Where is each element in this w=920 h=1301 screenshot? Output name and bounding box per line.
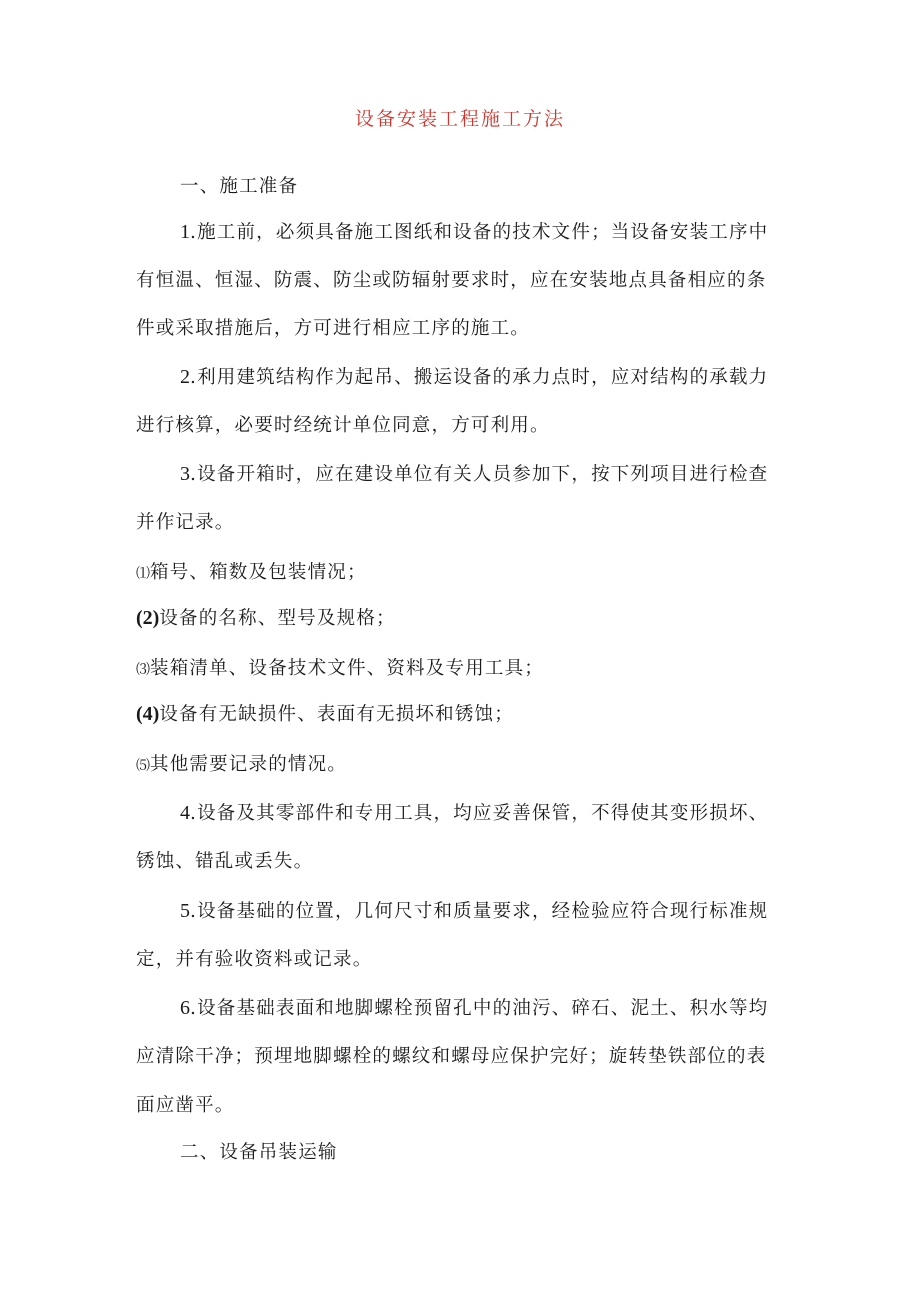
item-2-line-1 <box>180 363 796 389</box>
item-1-line-1 <box>180 218 796 244</box>
item-1-line-3: 件或采取措施后，方可进行相应工序的施工。 <box>136 318 531 339</box>
list-item-3 <box>136 654 796 680</box>
item-3-line-2: 并作记录。 <box>136 512 235 533</box>
list-text: 装箱清单、设备技术文件、资料及专用工具； <box>150 658 545 679</box>
list-number: (2) <box>136 607 160 629</box>
list-item-4 <box>136 700 796 726</box>
item-text: .设备开箱时，应在建设单位有关人员参加下，按下列项目进行检查 <box>190 464 769 485</box>
item-2-line-2: 进行核算，必要时经统计单位同意，方可利用。 <box>136 415 550 436</box>
item-6-line-1 <box>180 994 796 1020</box>
list-number: ⑸ <box>136 758 150 774</box>
item-number: 3 <box>180 463 190 485</box>
item-6-line-3: 面应凿平。 <box>136 1095 235 1116</box>
list-text: 设备有无缺损件、表面有无损坏和锈蚀； <box>159 704 514 725</box>
list-number: ⑶ <box>136 662 150 678</box>
item-text: .设备基础的位置，几何尺寸和质量要求，经检验应符合现行标准规 <box>190 901 769 922</box>
item-3-line-1 <box>180 460 796 486</box>
list-number: (4) <box>136 703 160 725</box>
item-text: .设备基础表面和地脚螺栓预留孔中的油污、碎石、泥土、积水等均 <box>190 998 769 1019</box>
list-text: 设备的名称、型号及规格； <box>159 608 396 629</box>
list-item-5 <box>136 750 796 776</box>
item-number: 2 <box>180 366 190 388</box>
item-text: .设备及其零部件和专用工具，均应妥善保管，不得使其变形损坏、 <box>190 803 769 824</box>
item-5-line-1 <box>180 897 796 923</box>
document-title: 设备安装工程施工方法 <box>354 108 565 130</box>
section-heading-2: 二、设备吊装运输 <box>180 1142 338 1163</box>
item-number: 6 <box>180 997 190 1019</box>
item-5-line-2: 定，并有验收资料或记录。 <box>136 949 373 970</box>
item-number: 1 <box>180 221 190 243</box>
list-number: ⑴ <box>136 566 150 582</box>
item-number: 5 <box>180 900 190 922</box>
item-4-line-2: 锈蚀、错乱或丢失。 <box>136 851 314 872</box>
item-text: .利用建筑结构作为起吊、搬运设备的承力点时，应对结构的承载力 <box>190 367 769 388</box>
list-text: 其他需要记录的情况。 <box>150 754 348 775</box>
item-text: .施工前，必须具备施工图纸和设备的技术文件；当设备安装工序中 <box>190 222 769 243</box>
section-heading-1: 一、施工准备 <box>180 176 299 197</box>
item-4-line-1 <box>180 799 796 825</box>
list-text: 箱号、箱数及包装情况； <box>150 562 367 583</box>
item-1-line-2: 有恒温、恒湿、防震、防尘或防辐射要求时，应在安装地点具备相应的条 <box>136 270 767 291</box>
list-item-2 <box>136 604 796 630</box>
item-number: 4 <box>180 802 190 824</box>
list-item-1 <box>136 558 796 584</box>
item-6-line-2: 应清除干净；预埋地脚螺栓的螺纹和螺母应保护完好；旋转垫铁部位的表 <box>136 1046 767 1067</box>
